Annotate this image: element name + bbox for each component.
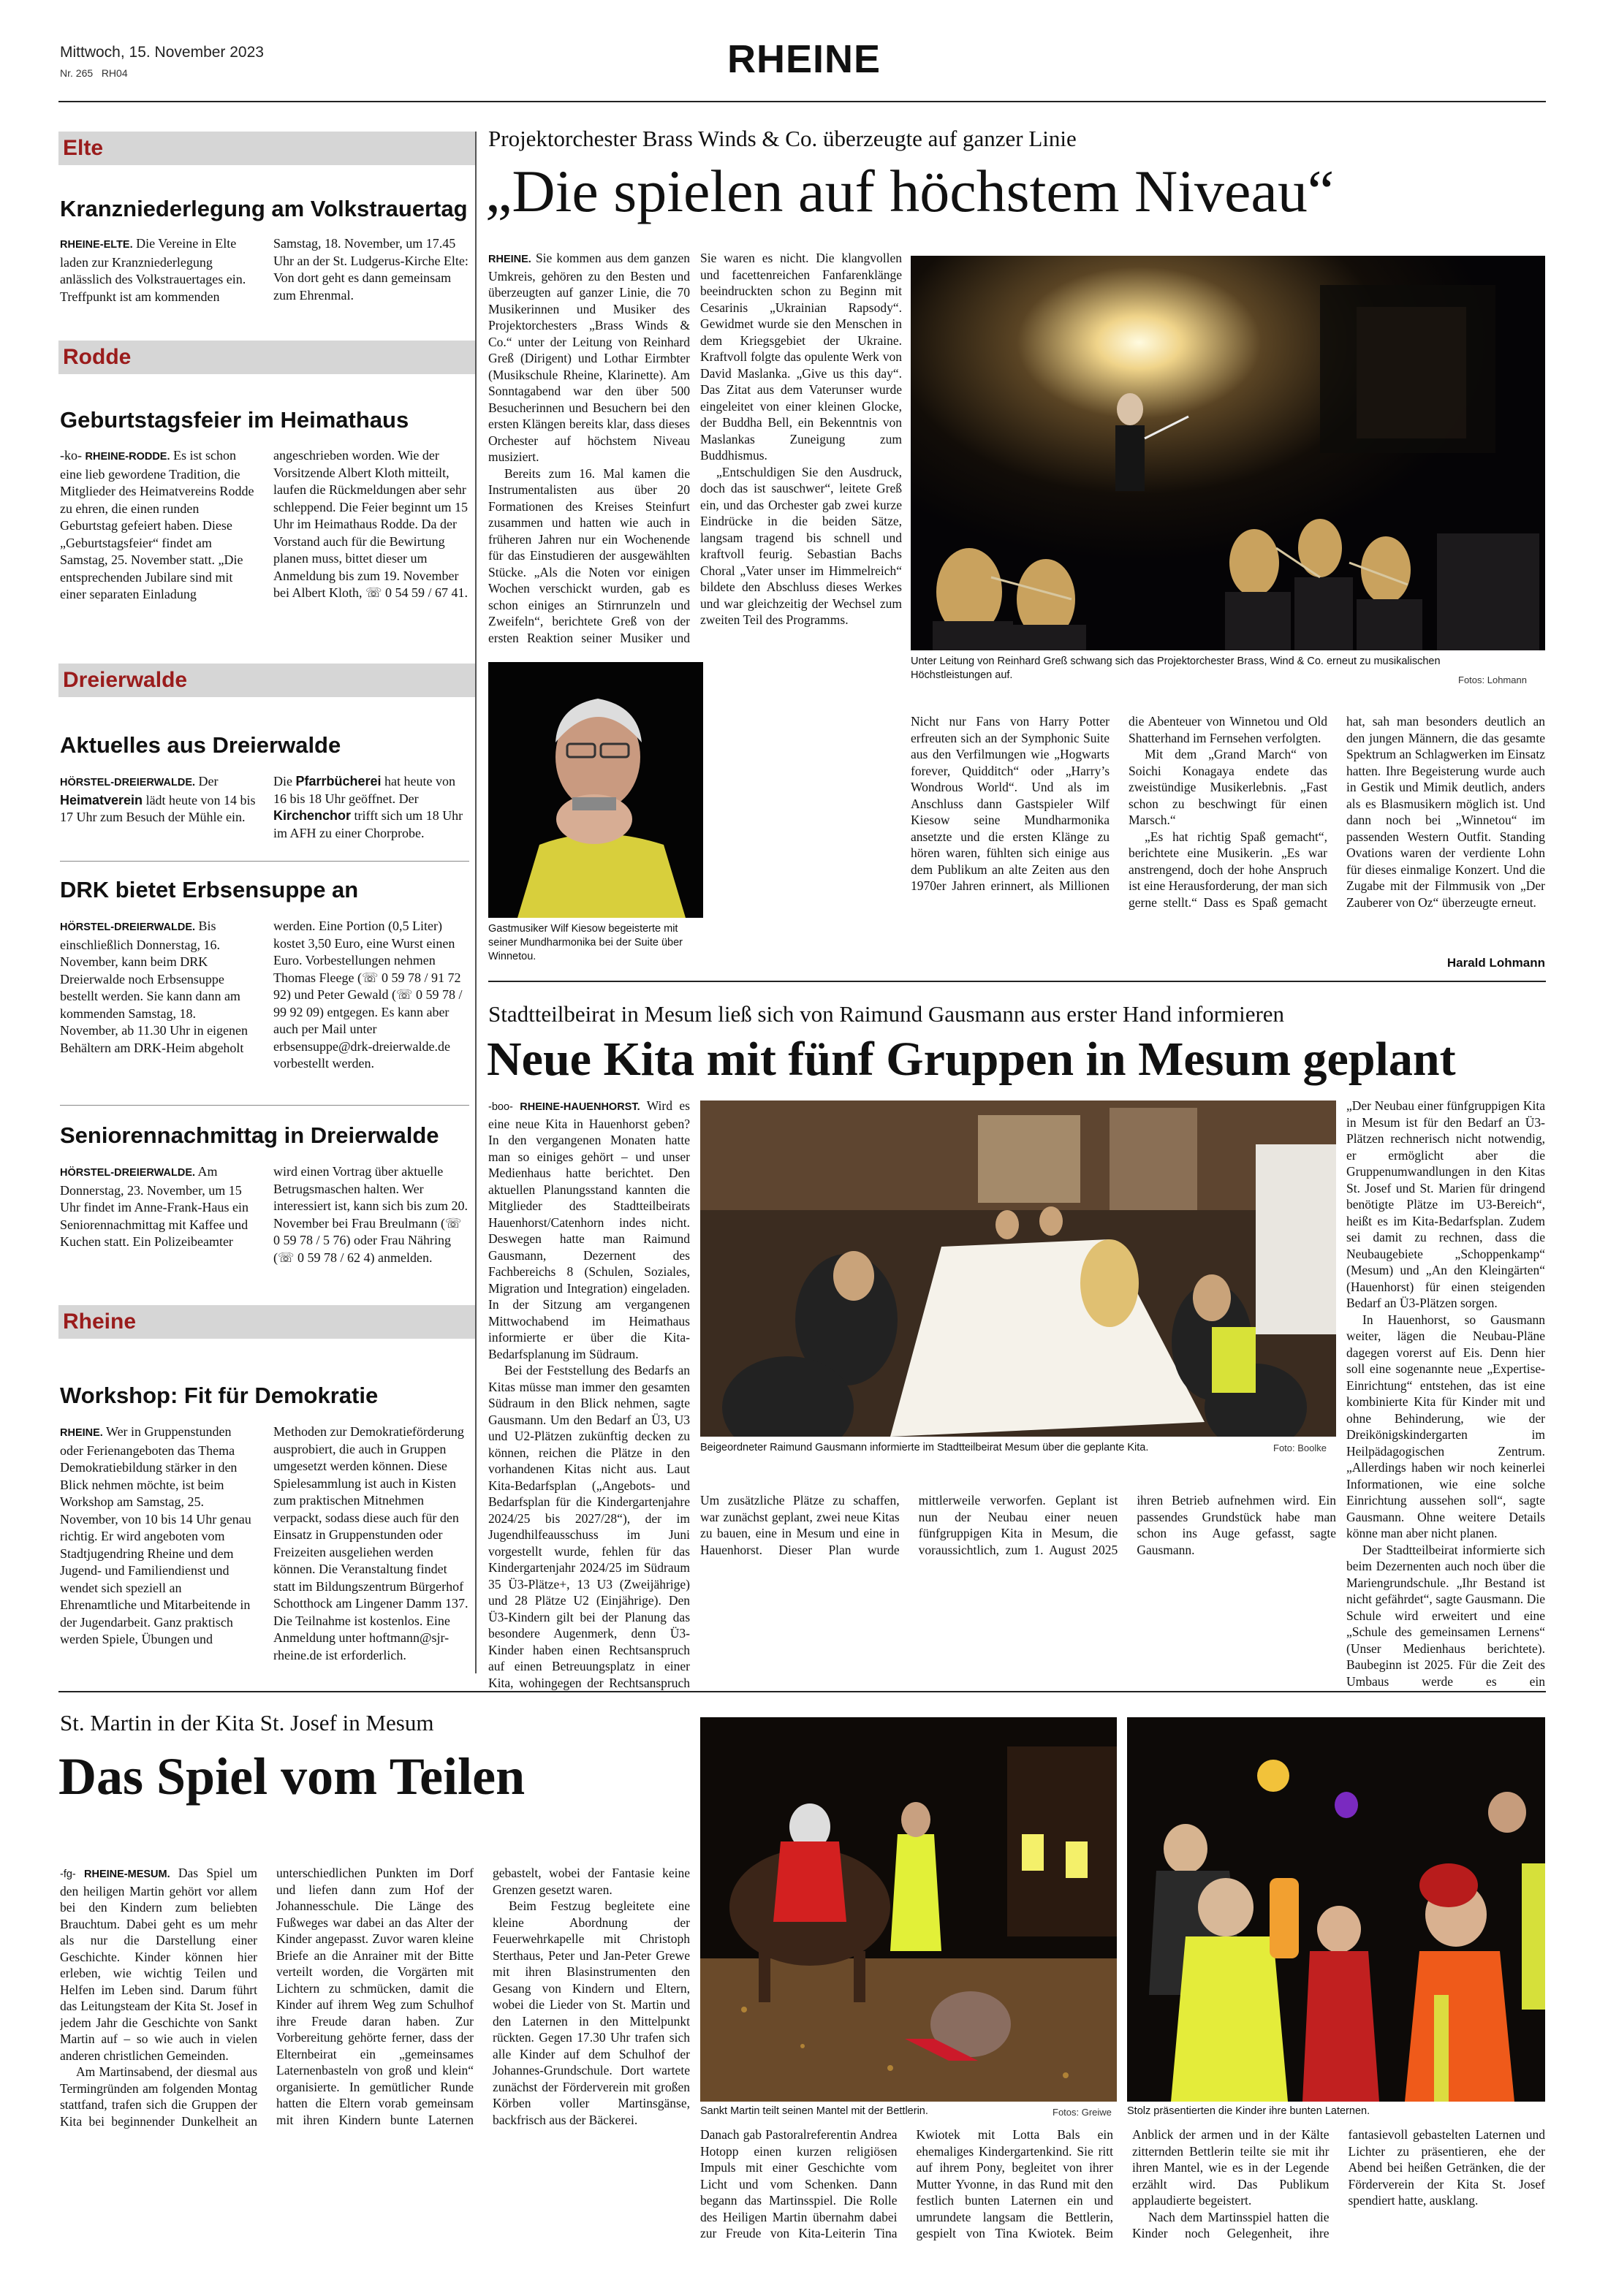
kita-meeting-photo-image: [700, 1101, 1336, 1437]
st-martin-photo-image: [700, 1717, 1117, 2102]
article1-col1: [488, 250, 690, 653]
concert-photo: [911, 256, 1545, 650]
article3-para-1: Das Spiel um den heiligen Martin gehört vor allem bei den Kindern zum beliebten Brauchtum. Dabei geht es um mehr als nur die Darstellung einer Geschichte. Kinder können hier erleben, wie wichtig Teilen und Helfen im Leben sind. Darum führt das Leitungsteam der Kita St. Josef in jedem Jahr die Geschichte von Sankt Martin auf – so wie auch in vielen anderen christlichen Gemeinden.: [60, 1866, 257, 2063]
rodde-body: [60, 447, 469, 666]
elte-headline: Kranzniederlegung am Volkstrauertag: [60, 196, 468, 221]
article3-para-5: Nach dem Martinsspiel hatten die Kinder noch Gelegenheit, ihre fantasievoll gebastelten Laternen und Lichter zu präsentieren, ehe der Abend bei heißen Getränken, die der Förderverein der Kita St. Josef spendiert hatte, ausklang.: [1132, 2127, 1545, 2240]
section-label-dreierwalde: Dreierwalde: [58, 664, 475, 697]
rodde-dateline: RHEINE-RODDE.: [85, 451, 170, 463]
article2-headline: Neue Kita mit fünf Gruppen in Mesum geplant: [487, 1033, 1456, 1086]
article1-lower: [911, 713, 1545, 972]
st-martin-photo: [700, 1717, 1117, 2102]
drk-headline: DRK bietet Erbsensuppe an: [60, 877, 359, 902]
harmonica-photo-image: [488, 662, 703, 918]
article1-author: Harald Lohmann: [1446, 956, 1545, 970]
article3-para-2: Am Martinsabend, der diesmal aus Termingründen am folgenden Montag stattfand, trafen sich die Gruppen der Kita bei beginnender Dunkelheit an unterschiedlichen Punkten im Dorf und liefen dann zum Hof der Johannesschule. Die Länge des Fußweges war dabei an das Alter der Kinder angepasst. Zuvor waren kleine Briefe an die Anrainer mit der Bitte verteilt worden, die Vorgärten mit Lichtern zu schmücken, damit die Kinder auf ihrem Weg zum Schulhof ihre Freude daran haben. Zur Vorbereitung gehörte ferner, dass der Elternbeirat ein „gemeinsames Laternenbasteln von groß und klein“ organisierte. In gemütlicher Runde hatten die Eltern vorab gemeinsam mit ihren Kindern bunte Laternen gebastelt, wobei der Fantasie keine Grenzen gesetzt waren.: [60, 1866, 690, 2129]
article1-para-6: Mit dem „Grand March“ von Soichi Konagaya endete das zweistündige Musikerlebnis. „Fast schon zu beschwingt für einen Marsch.“: [1129, 747, 1327, 827]
edition-code: RH04: [101, 67, 128, 79]
article2-dateline: RHEINE-HAUENHORST.: [520, 1101, 640, 1113]
article2-para-2: Bei der Feststellung des Bedarfs an Kitas müsse man immer den gesamten Südraum in den Blick nehmen, sagte Gausmann. Um den Bedarf an Ü3, U3 und U2-Plätzen zukünftig decken zu können, reichen die Plätze in den vorhandenen Kitas nicht aus. Laut Kita-Bedarfsplan („Angebots- und Bedarfsplan für die Kindergartenjahre 2024/25 bis 2027/28“), der im Jugendhilfeausschuss im Juni vorgestellt wurde, fehlen für das Kindergartenjahr 2024/25 im Südraum 35 Ü3-Plätze+, 13 U3 (Zweijährige) und 28 Plätze U2 (Einjährige). Den Ü3-Kindern gilt bei der Planung das besondere Augenmerk, denn Ü3-Kinder haben einen Rechtsanspruch auf einen Betreuungsplatz in einer Kita, wohingegen der Rechtsanspruch: [488, 1363, 690, 1690]
concert-photo-credit: Fotos: Lohmann: [1458, 674, 1527, 685]
drk-body: [60, 918, 469, 1093]
harmonica-photo-caption: Gastmusiker Wilf Kiesow begeisterte mit seiner Mundharmonika bei der Suite über Winnetou.: [488, 923, 683, 962]
article3-para-4: Danach gab Pastoralreferentin Andrea Hotopp einen kurzen religiösen Impuls mit einer Geschichte vom Licht und vom Schenken. Dann begann das Martinsspiel. Die Rolle des Heiligen Martin übernahm dabei zur Freude von Kita-Leiterin Tina Kwiotek mit Lotta Bals ein ehemaliges Kindergartenkind. Sie ritt auf ihrem Pony, begleitet von ihrer Mutter Yvonne, in das Rund mit den festlich bunten Laternen ein und umrundete langsam die Bettlerin, gespielt von Tina Kwiotek. Beim Anblick der armen und in der Kälte zitternden Bettlerin teilte sie mit ihr ihren Mantel, wie es in der Legende erzählt wird. Das Publikum applaudierte begeistert.: [700, 2127, 1330, 2240]
st-martin-credit: Fotos: Greiwe: [1053, 2107, 1112, 2118]
workshop-headline: Workshop: Fit für Demokratie: [60, 1383, 379, 1408]
article2-para-5: In Hauenhorst, so Gausmann weiter, lägen die Neubau-Pläne dagegen vorerst auf Eis. Denn hier soll eine sogenannte neue „Expertise-Einrichtung“ entstehen, das ist eine kombinierte Kita für Kinder mit und ohne Behinderung, wie der Dreikönigskindergarten im Heilpädagogischen Zentrum. „Allerdings haben wir noch keinerlei Informationen, wie eine solche Einrichtung aussehen soll“, sagte Gausmann. Ohne weitere Details könne man aber nicht planen.: [1346, 1312, 1545, 1540]
article2-col1: [488, 1098, 690, 1704]
lanterns-caption: Stolz präsentierten die Kinder ihre bunten Laternen.: [1127, 2105, 1370, 2117]
drk-dateline: HÖRSTEL-DREIERWALDE.: [60, 921, 196, 933]
article3-lower: [700, 2126, 1545, 2273]
aktuelles-dateline: HÖRSTEL-DREIERWALDE.: [60, 777, 196, 788]
senioren-body: [60, 1163, 469, 1302]
article1-para-4: „Entschuldigen Sie den Ausdruck, doch das ist sauschwer“, leitete Greß ein, und das Orchester gab zwei kurze Eindrücke in die beiden Sätze, langsam tragend bis schnell und kraftvoll feurig. Sebastian Bachs Choral „Vater unser im Himmelreich“ bildete den Abschluss dieses Werkes und war gleichzeitig der Wechsel zum zweiten Teil des Programms.: [700, 464, 902, 627]
article1-kicker: Projektorchester Brass Winds & Co. überzeugte auf ganzer Linie: [488, 126, 1077, 151]
article2-para-6: Der Stadtteilbeirat informierte sich beim Dezernenten auch noch über die Mariengrundschule. „Ihr Bestand ist nicht gefährdet“, sagte Gausmann. Die Schule wird erweitert und eine „Schule des gemeinsamen Lernens“ (Unser Medienhaus berichtete). Baubeginn ist 2025. Für die Zeit des Umbaus werde es ein: [1346, 1542, 1545, 1689]
section-label-elte: Elte: [58, 132, 475, 165]
sidebar-right-rule: [475, 132, 477, 1673]
st-martin-caption: Sankt Martin teilt seinen Mantel mit der Bettlerin.: [700, 2105, 928, 2117]
elte-body: [60, 235, 469, 323]
rodde-author: -ko-: [60, 448, 82, 463]
concert-photo-caption: Unter Leitung von Reinhard Greß schwang sich das Projektorchester Brass, Wind & Co. erneut zu musikalischen Höchstleistungen auf.: [911, 655, 1441, 681]
senioren-dateline: HÖRSTEL-DREIERWALDE.: [60, 1167, 196, 1179]
aktuelles-text-3: hat heute von 16 bis 18 Uhr geöffnet. Der: [273, 774, 456, 806]
article1-para-2a: Bereits zum 16. Mal kamen die Instrumentalisten aus über 20 Formationen des Kreises Steinfurt zusammen und hatten wie auch in früheren Jahren nur ein Wochenende für das Einstudieren der ausgewählten Stücke. „Als die Noten vor einigen Wochen verschickt wurden, gab es schon einiges an Stirnrunzeln und Zweifeln“, berichtete Greß von der ersten Reaktion seiner Musiker und: [488, 465, 690, 645]
aktuelles-text-1: Der: [198, 774, 219, 788]
kita-photo-credit: Foto: Boolke: [1273, 1442, 1327, 1453]
aktuelles-headline: Aktuelles aus Dreierwalde: [60, 732, 341, 758]
article2-bottom-rule: [58, 1691, 1546, 1692]
article2-para-3: Um zusätzliche Plätze zu schaffen, war zunächst geplant, zwei neue Kitas zu bauen, eine in Mesum und eine in Hauenhorst. Dieser Plan wurde mittlerweile verworfen. Geplant ist nun der Neubau einer neuen fünfgruppigen Kita in Mesum, die voraussichtlich, zum 1. August 2025 ihren Betrieb aufnehmen wird. Ein passendes Grundstück habe man schon ins Auge gefasst, sagte Gausmann.: [700, 1493, 1336, 1557]
concert-photo-image: [911, 256, 1545, 650]
article3-author: -fg-: [60, 1869, 76, 1880]
article2-para-4: „Der Neubau einer fünfgruppigen Kita in Mesum ist für den Bedarf an Ü3-Plätzen rechnerisch nicht notwendig, er ermöglicht aber die Gruppenumwandlungen in den Kitas St. Josef und St. Marien für dringend benötigte Plätze im U3-Bereich“, heißt es im Kita-Bedarfsplan. Zudem sei damit zu rechnen, dass die Neubaugebiete „Schoppenkamp“ (Mesum) und „An den Kleingärten“ (Hauenhorst) für einen steigenden Bedarf an Ü3-Plätzen sorgen.: [1346, 1098, 1545, 1310]
elte-text: Die Vereine in Elte laden zur Kranzniederlegung anlässlich des Volkstrauertages ein. Treffpunkt ist am kommenden Samstag, 18. November, um 17.45 Uhr an der St. Ludgerus-Kirche Elte: Von dort geht es dann gemeinsam zum Ehrenmal.: [60, 236, 469, 304]
section-title: RHEINE: [727, 37, 881, 81]
header-rule: [58, 101, 1546, 102]
article1-para-3: Sie waren es nicht. Die klangvollen und facettenreichen Fanfarenklänge beeindruckten schon zu Beginn mit Cesarinis „Ukrainian Rapsody“. Gewidmet wurde sie den Menschen in dem Kriegsgebiet der Ukraine. Kraftvoll folgte das opulente Werk von David Maslanka. „Give us this day“. Das Zitat aus dem Vaterunser wurde eingeleitet von einer kleinen Glocke, der Buddha Bell, ein Bekenntnis von Maslankas Zuneigung zum Buddhismus.: [700, 251, 902, 463]
article3-columns: [60, 1865, 690, 2274]
senioren-text: Am Donnerstag, 23. November, um 15 Uhr findet im Anne-Frank-Haus ein Seniorennachmittag mit Kaffee und Kuchen statt. Ein Polizeibeamter wird einen Vortrag über aktuelle Betrugsmaschen halten. Wer interessiert ist, kann sich bis zum 20. November bei Frau Breulmann (☏ 0 59 78 / 5 76) oder Frau Nähring (☏ 0 59 78 / 62 4) anmelden.: [60, 1164, 468, 1265]
article2-right: [1346, 1098, 1545, 1704]
article1-para-7: „Es hat richtig Spaß gemacht“, berichtete eine Musikerin. „Es war anstrengend, doch der hohe Anspruch ist eine Herausforderung, der man sich gerne stellt.“ Dass es Spaß gemacht hat, sah man besonders deutlich an den jungen Männern, die das gesamte Spektrum an Schlagwerken im Einsatz hatten. Ihre Begeisterung wurde auch in Gestik und Mimik deutlich, anders als es Blasmusikern möglich ist. Und dann noch bei „Winnetou“ im passenden Western Outfit. Standing Ovations waren der verdiente Lohn für dieses einmalige Konzert. Und die Zugabe mit der Filmmusik von „Der Zauberer von Oz“ überzeugte erneut.: [1129, 714, 1545, 910]
article2-lower: [700, 1492, 1336, 1704]
aktuelles-bold-pfarrbuecherei: Pfarrbücherei: [295, 774, 382, 788]
workshop-dateline: RHEINE.: [60, 1427, 103, 1439]
article2-kicker: Stadtteilbeirat in Mesum ließ sich von Raimund Gausmann aus erster Hand informieren: [488, 1001, 1285, 1027]
drk-text: Bis einschließlich Donnerstag, 16. November, kann beim DRK Dreierwalde noch Erbsensuppe bestellt werden. Sie kann dann am kommenden Samstag, 18. November, ab 11.30 Uhr in eigenen Behältern am DRK-Heim abgeholt werden. Eine Portion (0,5 Liter) kostet 3,50 Euro, eine Wurst einen Euro. Vorbestellungen nehmen Thomas Fleege (☏ 0 59 78 / 91 72 92) und Peter Gewald (☏ 0 59 78 / 99 92 09) entgegen. Es kann aber auch per Mail unter erbsensuppe@drk-dreierwalde.de vorbestellt werden.: [60, 919, 463, 1071]
rodde-headline: Geburtstagsfeier im Heimathaus: [60, 407, 409, 433]
rodde-text: Es ist schon eine lieb gewordene Tradition, die Mitglieder des Heimatvereins Rodde zu ehren, die einen runden Geburtstag gefeiert haben. Diese „Geburtstagsfeier“ findet am Samstag, 25. November statt. „Die entsprechenden Jubilare sind mit einer separaten Einladung angeschrieben worden. Wie der Vorsitzende Albert Kloth mitteilt, laufen die Rückmeldungen aber sehr schleppend. Die Feier beginnt um 15 Uhr im Heimathaus Rodde. Da der Vorstand auch für die Bewirtung planen muss, bittet dieser um Anmeldung bis zum 19. November bei Albert Kloth, ☏ 0 54 59 / 67 41.: [60, 448, 468, 601]
lanterns-photo-image: [1127, 1717, 1545, 2102]
aktuelles-text-4: trifft sich um 18 Uhr im AFH zu einer Chorprobe.: [273, 808, 463, 840]
harmonica-photo: [488, 662, 703, 918]
article1-para-5: Nicht nur Fans von Harry Potter erfreuten sich an der Symphonic Suite aus den Verfilmungen wie „Hogwarts forever, Quidditch“ oder „Harry’s Wondrous World“. Und als im Anschluss dann Gastspieler Wilf Kiesow seine Mundharmonika ansetzte und die ersten Klänge zu hören waren, fühlten sich einige aus dem Publikum an alte Zeiten aus den 1970er Jahren erinnert, als Millionen die Abenteuer von Winnetou und Old Shatterhand im Fernsehen verfolgten.: [911, 714, 1327, 893]
article3-headline: Das Spiel vom Teilen: [58, 1747, 526, 1806]
article2-author: -boo-: [488, 1101, 513, 1113]
article1-para-1: Sie kommen aus dem ganzen Umkreis, gehören zu den Besten und überzeugten auf ganzer Linie, die 70 Musikerinnen und Musiker des Projektorchesters „Brass Winds & Co.“ unter der Leitung von Reinhard Greß (Dirigent) und Lothar Eirmbter (Musikschule Rheine, Klarinette). Am Sonntagabend war den über 500 Besucherinnen und Besuchern bei den ersten Klängen bereits klar, dass dieses Orchester auf höchstem Niveau musiziert.: [488, 251, 690, 464]
edition-date: Mittwoch, 15. November 2023: [60, 44, 264, 61]
article1-bottom-rule: [488, 981, 1546, 982]
section-label-rodde: Rodde: [58, 341, 475, 374]
divider: [60, 1105, 469, 1106]
article3-dateline: RHEINE-MESUM.: [84, 1869, 170, 1880]
aktuelles-bold-heimatverein: Heimatverein: [60, 792, 143, 807]
divider: [60, 861, 469, 862]
workshop-body: [60, 1423, 469, 1672]
kita-photo-caption: Beigeordneter Raimund Gausmann informierte im Stadtteilbeirat Mesum über die geplante Kita.: [700, 1442, 1149, 1453]
section-label-rheine: Rheine: [58, 1305, 475, 1339]
workshop-text: Wer in Gruppenstunden oder Ferienangeboten das Thema Demokratiebildung stärker in den Blick nehmen möchte, ist beim Workshop am Samstag, 25. November, von 10 bis 14 Uhr genau richtig. Er wird angeboten vom Stadtjugendring Rheine und dem Jugend- und Familiendienst und wendet sich speziell an Ehrenamtliche und Mitarbeitende in der Jugendarbeit. Ganz praktisch werden Spiele, Übungen und Methoden zur Demokratieförderung ausprobiert, die auch in Gruppen umgesetzt werden können. Diese Spielesammlung ist auch in Kisten zum praktischen Mitnehmen verpackt, sodass diese auch für den Einsatz in Gruppenstunden oder Freizeiten ausgeliehen werden können. Die Veranstaltung findet statt im Bildungszentrum Bürgerhof Schotthock am Lingener Damm 137. Die Teilnahme ist kostenlos. Eine Anmeldung unter hoftmann@sjr-rheine.de ist erforderlich.: [60, 1424, 469, 1662]
kita-meeting-photo: [700, 1101, 1336, 1437]
aktuelles-body: [60, 773, 469, 846]
article2-para-1: Wird es eine neue Kita in Hauenhorst geben? In den vergangenen Monaten hatte man so einiges gehört – und unser Medienhaus hatte berichtet. Den aktuellen Planungsstand kannten die Mitglieder des Stadtteilbeirats Hauenhorst/Catenhorn indes nicht. Deswegen hatte man Raimund Gausmann, Dezernent des Fachbereichs 8 (Schulen, Soziales, Migration und Integration) eingeladen. In der Sitzung am vergangenen Mittwochabend im Heimathaus informierte er über die Kita-Bedarfsplanung im Südraum.: [488, 1098, 690, 1361]
lanterns-photo: [1127, 1717, 1545, 2102]
aktuelles-bold-kirchenchor: Kirchenchor: [273, 808, 352, 823]
elte-dateline: RHEINE-ELTE.: [60, 239, 133, 251]
issue-number: Nr. 265: [60, 67, 94, 79]
aktuelles-text-2: lädt heute von 14 bis 17 Uhr zum Besuch der Mühle ein. Die: [60, 774, 296, 824]
article3-kicker: St. Martin in der Kita St. Josef in Mesum: [60, 1710, 434, 1736]
article1-headline: „Die spielen auf höchstem Niveau“: [485, 158, 1335, 224]
senioren-headline: Seniorennachmittag in Dreierwalde: [60, 1122, 439, 1148]
article3-para-3: Beim Festzug begleitete eine kleine Abordnung der Feuerwehrkapelle mit Christoph Sterthaus, Peter und Jan-Peter Grewe mit ihren Blasinstrumenten den Gesang von Kindern und Eltern, wobei die Lieder von St. Martin und den Laternen in den Mittelpunkt rückten. Gegen 17.30 Uhr trafen sich alle Kinder auf dem Schulhof der Johannes-Grundschule. Dort wartete zunächst der Förderverein mit großen Körben voller Martinsgänse, backfrisch aus der Bäckerei.: [493, 1898, 690, 2127]
article1-dateline: RHEINE.: [488, 254, 531, 265]
